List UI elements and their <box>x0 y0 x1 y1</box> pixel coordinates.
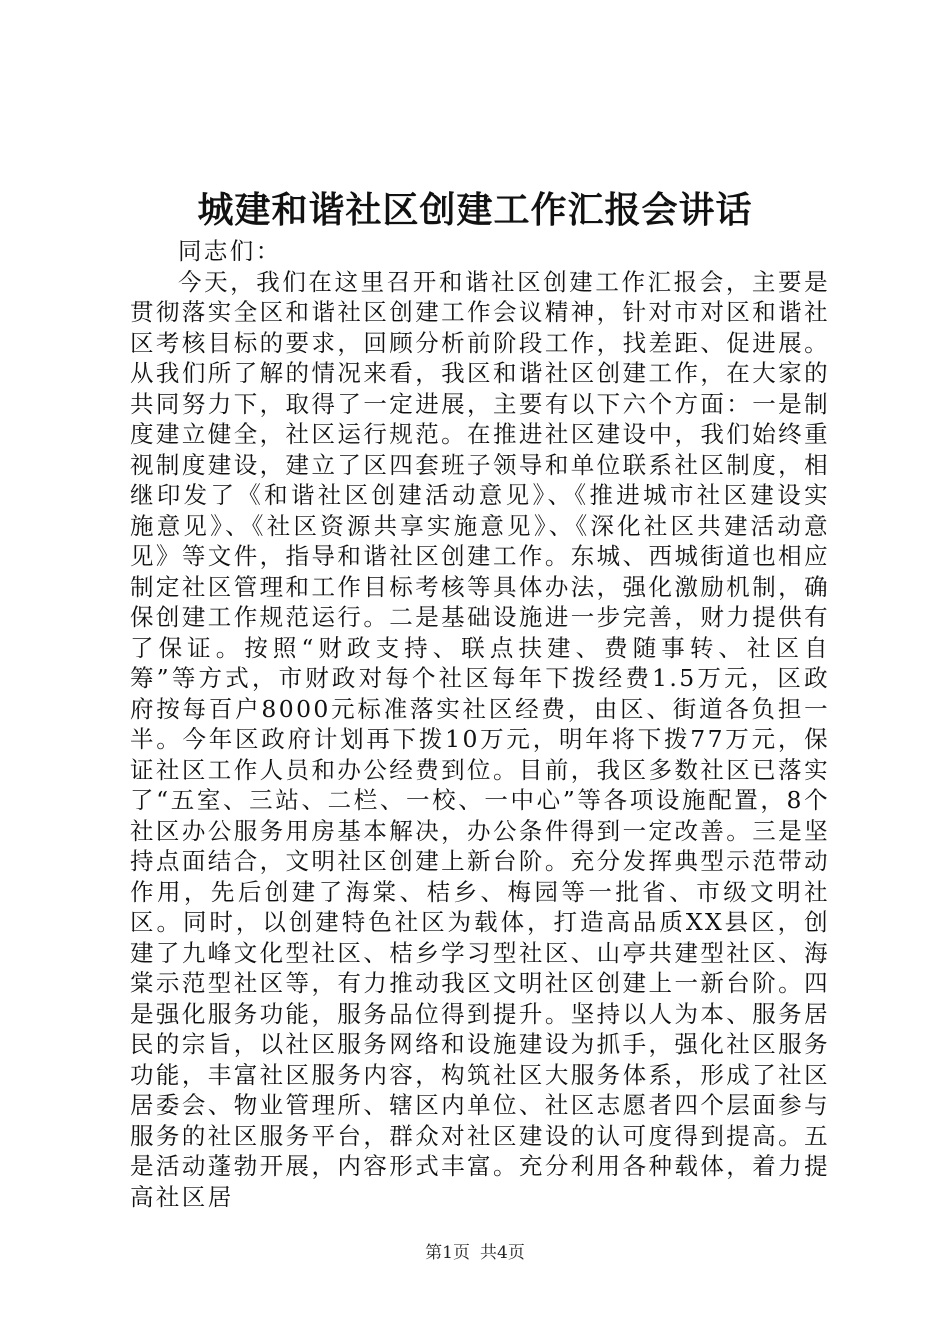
page-footer <box>0 1242 950 1264</box>
document-body <box>130 236 830 1212</box>
page-number-current: 第1页 <box>425 1243 470 1263</box>
page-number-total: 共4页 <box>480 1243 525 1263</box>
salutation: 同志们： <box>178 237 282 265</box>
document-title: 城建和谐社区创建工作汇报会讲话 <box>197 189 753 231</box>
body-paragraph: 今天，我们在这里召开和谐社区创建工作汇报会，主要是贯彻落实全区和谐社区创建工作会议精神，针对市对区和谐社区考核目标的要求，回顾分析前阶段工作，找差距、促进展。从我们所了解的情况来看，我区和谐社区创建工作，在大家的共同努力下，取得了一定进展，主要有以下六个方面：一是制度建立健全，社区运行规范。在推进社区建设中，我们始终重视制度建设，建立了区四套班子领导和单位联系社区制度，相继印发了《和谐社区创建活动意见》、《推进城市社区建设实施意见》、《社区资源共享实施意见》、《深化社区共建活动意见》等文件，指导和谐社区创建工作。东城、西城街道也相应制定社区管理和工作目标考核等具体办法，强化激励机制，确保创建工作规范运行。二是基础设施进一步完善，财力提供有了保证。按照“财政支持、联点扶建、费随事转、社区自筹”等方式，市财政对每个社区每年下拨经费1.5万元，区政府按每百户8000元标准落实社区经费，由区、街道各负担一半。今年区政府计划再下拨10万元，明年将下拨77万元，保证社区工作人员和办公经费到位。目前，我区多数社区已落实了“五室、三站、二栏、一校、一中心”等各项设施配置，8个社区办公服务用房基本解决，办公条件得到一定改善。三是坚持点面结合，文明社区创建上新台阶。充分发挥典型示范带动作用，先后创建了海棠、桔乡、梅园等一批省、市级文明社区。同时，以创建特色社区为载体，打造高品质XX县区，创建了九峰文化型社区、桔乡学习型社区、山亭共建型社区、海棠示范型社区等，有力推动我区文明社区创建上一新台阶。四是强化服务功能，服务品位得到提升。坚持以人为本、服务居民的宗旨，以社区服务网络和设施建设为抓手，强化社区服务功能，丰富社区服务内容，构筑社区大服务体系，形成了社区居委会、物业管理所、辖区内单位、社区志愿者四个层面参与服务的社区服务平台，群众对社区建设的认可度得到提高。五是活动蓬勃开展，内容形式丰富。充分利用各种载体，着力提高社区居 <box>130 267 830 1211</box>
